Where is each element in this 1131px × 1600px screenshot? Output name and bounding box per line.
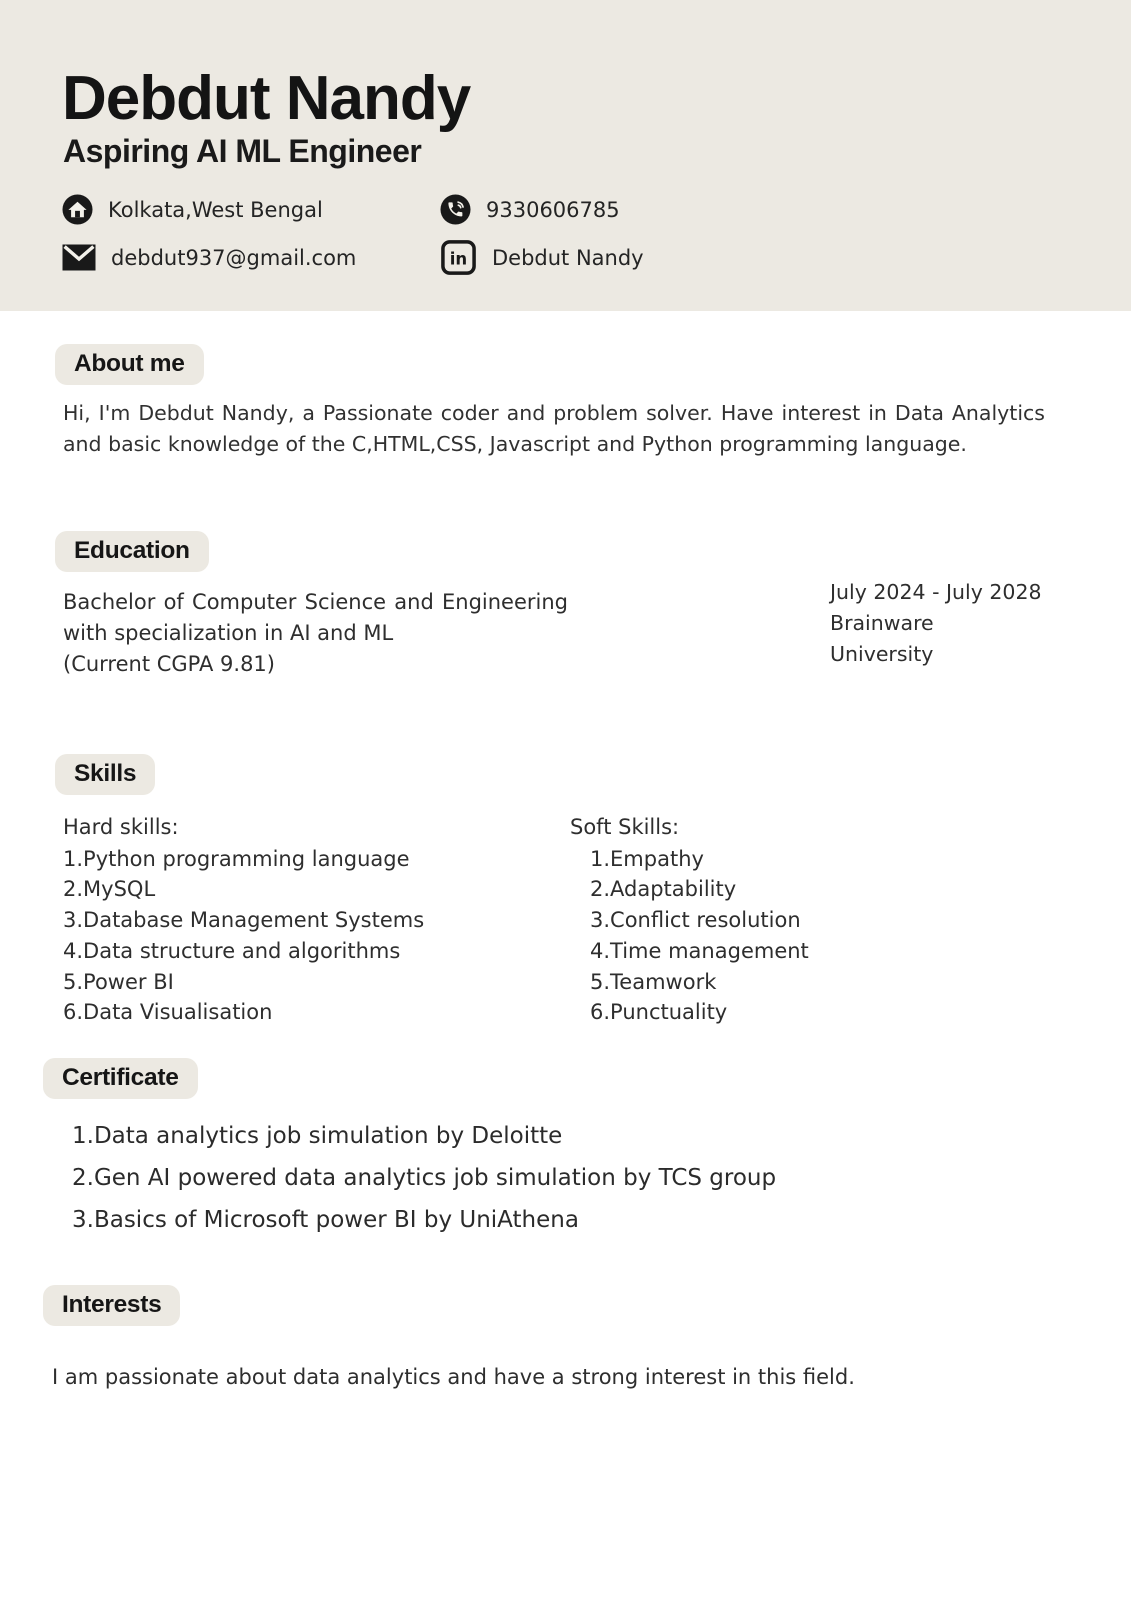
linkedin-icon — [440, 239, 477, 276]
education-entry — [63, 577, 1042, 680]
contact-info — [62, 194, 1131, 276]
contact-phone — [440, 194, 1131, 225]
contact-phone-label: 9330606785 — [486, 197, 620, 222]
person-name: Debdut Nandy — [62, 64, 471, 133]
section-about — [0, 311, 1131, 460]
soft-skill-item: 4.Time management — [590, 938, 809, 963]
hard-skill-item: 6.Data Visualisation — [63, 1000, 273, 1025]
hard-skill-item: 3.Database Management Systems — [63, 908, 425, 933]
hard-skill-item: 2.MySQL — [63, 877, 156, 902]
resume-body — [0, 311, 1131, 1389]
soft-skills-label: Soft Skills: — [570, 815, 680, 839]
hard-skills-column — [63, 812, 570, 1028]
contact-linkedin-label: Debdut Nandy — [492, 245, 644, 270]
education-period: July 2024 - July 2028 — [830, 580, 1042, 604]
education-degree — [63, 587, 568, 680]
interests-text: I am passionate about data analytics and have a strong interest in this field. — [52, 1364, 855, 1389]
soft-skill-item: 1.Empathy — [590, 846, 704, 871]
degree-line: (Current CGPA 9.81) — [63, 652, 275, 676]
home-icon — [62, 194, 93, 225]
certificate-item: 1.Data analytics job simulation by Deloitte — [72, 1122, 563, 1149]
about-heading: About me — [55, 344, 204, 385]
about-text: Hi, I'm Debdut Nandy, a Passionate coder and problem solver. Have interest in Data Analytics and basic knowledge of the C,HTML,CSS, Javascript and Python programming language. — [63, 401, 1045, 456]
hard-skills-label: Hard skills: — [63, 815, 179, 839]
contact-location — [62, 194, 440, 225]
certificate-heading: Certificate — [43, 1058, 198, 1099]
certificate-item: 2.Gen AI powered data analytics job simulation by TCS group — [72, 1164, 777, 1191]
section-interests — [0, 1250, 1131, 1389]
interests-heading: Interests — [43, 1285, 180, 1326]
section-education — [0, 460, 1131, 680]
contact-email[interactable] — [62, 239, 440, 276]
resume-header — [0, 0, 1131, 311]
education-heading: Education — [55, 531, 209, 572]
degree-line: Bachelor of Computer Science and Engineering — [63, 590, 568, 614]
degree-line: with specialization in AI and ML — [63, 621, 394, 645]
svg-text:in: in — [449, 249, 468, 269]
hard-skill-item: 5.Power BI — [63, 969, 174, 994]
section-skills — [0, 680, 1131, 1028]
soft-skill-item: 2.Adaptability — [590, 877, 737, 902]
skills-columns — [63, 812, 1131, 1028]
education-meta — [830, 577, 1042, 680]
person-title: Aspiring AI ML Engineer — [63, 133, 422, 170]
section-certificate — [0, 1028, 1131, 1232]
certificate-list — [72, 1124, 1131, 1232]
soft-skill-item: 5.Teamwork — [590, 969, 717, 994]
soft-skills-column — [570, 812, 1131, 1028]
hard-skill-item: 1.Python programming language — [63, 846, 410, 871]
phone-icon — [440, 194, 471, 225]
hard-skill-item: 4.Data structure and algorithms — [63, 938, 401, 963]
soft-skill-item: 3.Conflict resolution — [590, 908, 801, 933]
contact-linkedin[interactable] — [440, 239, 1131, 276]
mail-icon — [62, 244, 96, 271]
soft-skill-item: 6.Punctuality — [590, 1000, 728, 1025]
contact-email-label: debdut937@gmail.com — [111, 245, 357, 270]
skills-heading: Skills — [55, 754, 155, 795]
contact-location-label: Kolkata,West Bengal — [108, 197, 323, 222]
certificate-item: 3.Basics of Microsoft power BI by UniAthena — [72, 1206, 579, 1233]
education-institution: Brainware University — [830, 611, 934, 666]
